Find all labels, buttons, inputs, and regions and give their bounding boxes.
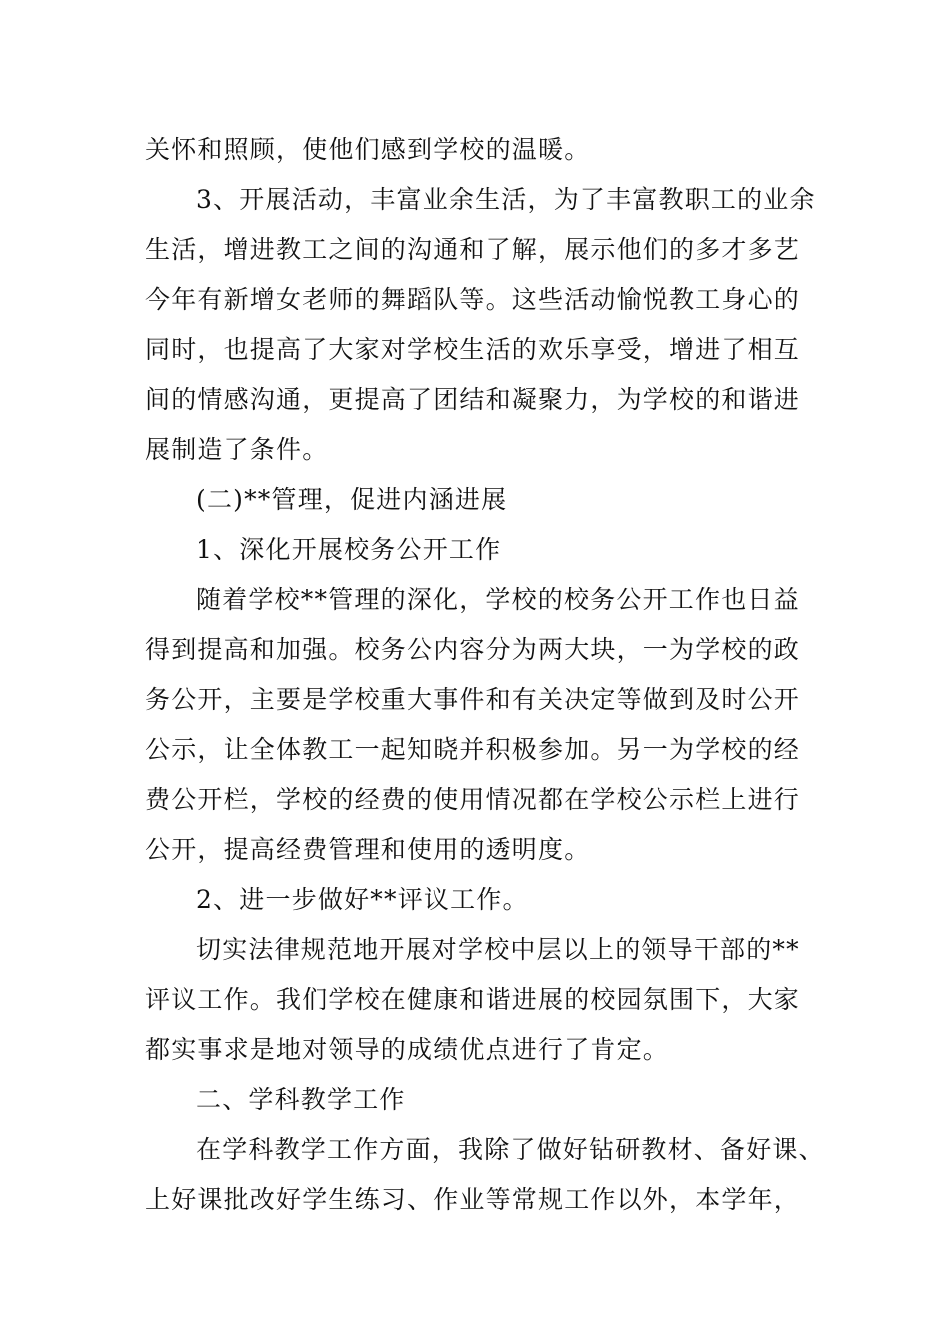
subsection-heading: 2、进一步做好**评议工作。	[196, 885, 529, 914]
text-line: 公示，让全体教工一起知晓并积极参加。另一为学校的经	[145, 735, 801, 764]
text-line: 随着学校**管理的深化，学校的校务公开工作也日益	[196, 585, 800, 614]
text-line: 展制造了条件。	[145, 435, 329, 464]
section-heading: (二)**管理，促进内涵进展	[196, 485, 508, 514]
text-line: 今年有新增女老师的舞蹈队等。这些活动愉悦教工身心的	[145, 285, 801, 314]
text-line: 切实法律规范地开展对学校中层以上的领导干部的**	[196, 935, 800, 964]
section-heading: 二、学科教学工作	[196, 1085, 406, 1114]
text-line: 费公开栏，学校的经费的使用情况都在学校公示栏上进行	[145, 785, 801, 814]
text-line: 得到提高和加强。校务公内容分为两大块，一为学校的政	[145, 635, 801, 664]
text-line: 在学科教学工作方面，我除了做好钻研教材、备好课、	[196, 1135, 825, 1164]
text-line: 关怀和照顾，使他们感到学校的温暖。	[145, 135, 591, 164]
text-line: 生活，增进教工之间的沟通和了解，展示他们的多才多艺	[145, 235, 801, 264]
text-line: 同时，也提高了大家对学校生活的欢乐享受，增进了相互	[145, 335, 801, 364]
text-line: 评议工作。我们学校在健康和谐进展的校园氛围下，大家	[145, 985, 801, 1014]
text-line: 都实事求是地对领导的成绩优点进行了肯定。	[145, 1035, 670, 1064]
text-line: 务公开，主要是学校重大事件和有关决定等做到及时公开	[145, 685, 801, 714]
subsection-heading: 1、深化开展校务公开工作	[196, 535, 502, 564]
text-line: 公开，提高经费管理和使用的透明度。	[145, 835, 591, 864]
text-line: 3、开展活动，丰富业余生活，为了丰富教职工的业余	[196, 185, 816, 214]
text-line: 间的情感沟通，更提高了团结和凝聚力，为学校的和谐进	[145, 385, 801, 414]
text-line: 上好课批改好学生练习、作业等常规工作以外，本学年，	[145, 1185, 801, 1214]
